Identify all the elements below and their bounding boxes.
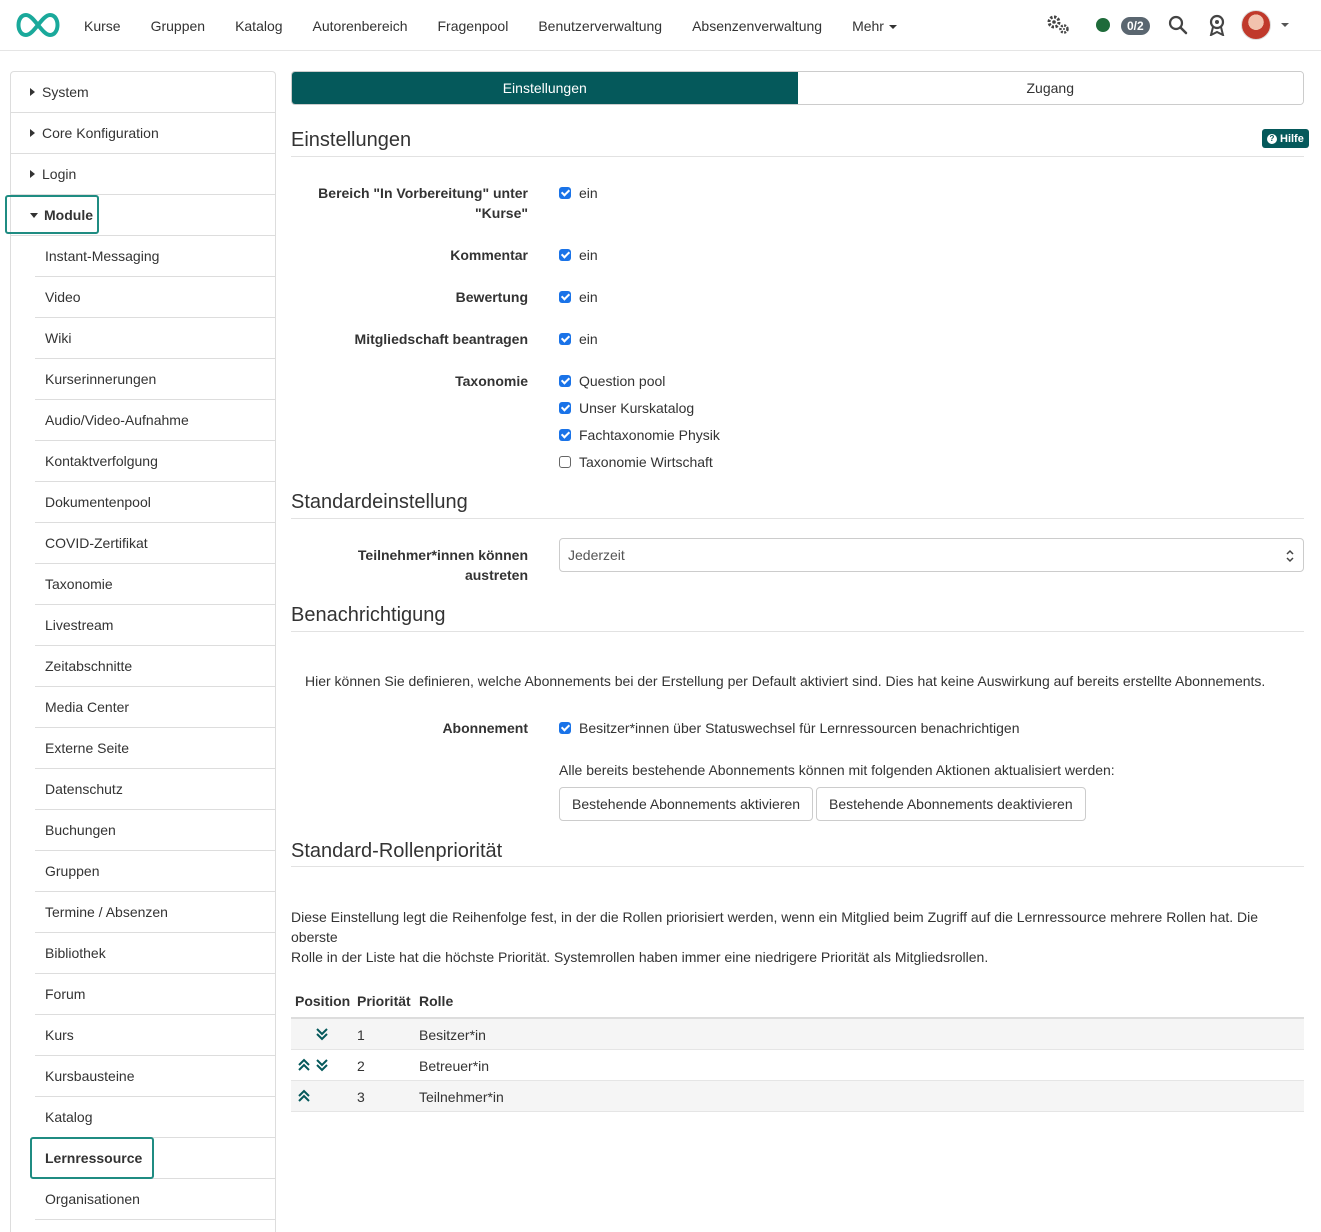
checkbox-checked-icon[interactable] — [559, 722, 571, 734]
question-icon: ? — [1267, 134, 1277, 144]
sidebar-subitem-label: Organisationen — [45, 1191, 140, 1207]
tab-bar — [291, 71, 1304, 105]
sidebar-subitem-video[interactable] — [35, 277, 275, 318]
taxonomy-option-label: Fachtaxonomie Physik — [579, 427, 720, 443]
activate-subscriptions-button[interactable]: Bestehende Abonnements aktivieren — [559, 787, 813, 821]
role-cell: Teilnehmer*in — [419, 1088, 504, 1105]
caret-down-icon — [889, 25, 897, 29]
sidebar-subitem-katalog[interactable] — [35, 1097, 275, 1138]
sidebar-subitem-datenschutz[interactable] — [35, 769, 275, 810]
table-row — [291, 1050, 1304, 1081]
sidebar-subitem-label: Media Center — [45, 699, 130, 715]
sidebar-subitem-label: Wiki — [45, 330, 72, 346]
rating-label: Bewertung — [455, 289, 528, 305]
sidebar-subitem-label: Termine / Absenzen — [45, 904, 168, 920]
role-cell: Besitzer*in — [419, 1026, 486, 1043]
sidebar-subitem-wiki[interactable] — [35, 318, 275, 359]
sidebar-item-login[interactable] — [11, 154, 275, 195]
preparation-area-checkbox[interactable] — [559, 183, 598, 203]
sidebar-subitem-zeitabschnitte[interactable] — [35, 646, 275, 687]
leave-course-value: Jederzeit — [568, 547, 625, 563]
nav-link-authoring[interactable]: Autorenbereich — [312, 17, 408, 34]
openolat-logo-icon[interactable] — [12, 11, 64, 39]
sidebar-subitem-label: COVID-Zertifikat — [45, 535, 148, 551]
checkbox-checked-icon[interactable] — [559, 375, 571, 387]
column-header-position[interactable]: Position — [295, 993, 351, 1009]
taxonomy-option-question-pool[interactable] — [559, 371, 665, 391]
role-priority-section-title: Standard-Rollenpriorität — [291, 840, 503, 862]
help-label: Hilfe — [1280, 132, 1304, 145]
leave-label-line1: Teilnehmer*innen können — [357, 547, 528, 563]
sidebar-subitem-label: Gruppen — [45, 863, 100, 879]
sidebar-subitem-kurserinnerungen[interactable] — [35, 359, 275, 400]
sidebar-subitem-bibliothek[interactable] — [35, 933, 275, 974]
membership-request-label: Mitgliedschaft beantragen — [354, 331, 528, 347]
checkbox-checked-icon[interactable] — [559, 187, 571, 199]
move-up-icon[interactable] — [297, 1089, 311, 1103]
module-highlight-frame — [5, 195, 99, 234]
checkbox-checked-icon[interactable] — [559, 333, 571, 345]
comment-label: Kommentar — [450, 247, 528, 263]
sidebar-subitem-label: Video — [45, 289, 81, 305]
notification-section-title: Benachrichtigung — [291, 604, 446, 626]
sidebar-subitem-organisationen[interactable] — [35, 1179, 275, 1220]
role-cell: Betreuer*in — [419, 1057, 490, 1074]
subscription-option-label: Besitzer*innen über Statuswechsel für Lernressourcen benachrichtigen — [579, 720, 1020, 736]
sidebar-subitem-taxonomie[interactable] — [35, 564, 275, 605]
priority-cell: 1 — [357, 1026, 365, 1043]
sidebar-subitem-label: Dokumentenpool — [45, 494, 151, 510]
caret-right-icon — [30, 170, 35, 178]
checkbox-label: ein — [579, 289, 598, 305]
subscription-checkbox[interactable] — [559, 718, 1019, 738]
taxonomy-option-economics[interactable] — [559, 452, 713, 472]
section-divider — [291, 518, 1304, 519]
sidebar-subitem-label: Livestream — [45, 617, 114, 633]
subscription-label: Abonnement — [442, 720, 528, 736]
move-down-icon[interactable] — [315, 1027, 329, 1041]
admin-sidebar — [10, 71, 276, 1232]
nav-link-user-management[interactable]: Benutzerverwaltung — [538, 17, 663, 34]
checkbox-label: ein — [579, 331, 598, 347]
caret-right-icon — [30, 129, 35, 137]
sidebar-subitem-label: Instant-Messaging — [45, 248, 160, 264]
sidebar-subitem-kurs[interactable] — [35, 1015, 275, 1056]
defaults-section-title: Standardeinstellung — [291, 491, 468, 513]
nav-link-groups[interactable]: Gruppen — [150, 17, 206, 34]
select-arrows-icon — [1285, 548, 1295, 564]
sidebar-subitem-label: Lernressource — [45, 1150, 143, 1166]
sidebar-subitem-label: Externe Seite — [45, 740, 130, 756]
settings-section-title: Einstellungen — [291, 129, 412, 151]
user-menu-caret-icon[interactable] — [1281, 23, 1289, 27]
chat-count-badge[interactable]: 0/2 — [1121, 17, 1150, 35]
column-header-role[interactable]: Rolle — [419, 993, 454, 1009]
award-icon[interactable] — [1208, 14, 1226, 36]
checkbox-label: ein — [579, 185, 598, 201]
priority-cell: 3 — [357, 1088, 365, 1105]
nav-link-catalog[interactable]: Katalog — [235, 17, 283, 34]
preparation-area-label — [318, 183, 528, 223]
lernressource-highlight-frame — [30, 1137, 154, 1179]
table-row — [291, 1019, 1304, 1050]
sidebar-subitem-instant-messaging[interactable] — [35, 236, 275, 277]
sidebar-subitem-label: Katalog — [45, 1109, 93, 1125]
nav-more-dropdown[interactable] — [852, 18, 897, 34]
sidebar-subitem-dokumentenpool[interactable] — [35, 482, 275, 523]
checkbox-checked-icon[interactable] — [559, 249, 571, 261]
sidebar-subitem-label: Forum — [45, 986, 86, 1002]
sidebar-subitem-audio-video-aufnahme[interactable] — [35, 400, 275, 441]
sidebar-item-label: Login — [42, 166, 77, 182]
section-divider — [291, 866, 1304, 867]
checkbox-label: ein — [579, 247, 598, 263]
preparation-label-line1: Bereich "In Vorbereitung" unter — [318, 185, 528, 201]
sidebar-subitem-media-center[interactable] — [35, 687, 275, 728]
caret-right-icon — [30, 88, 35, 96]
sidebar-subitem-covid-zertifikat[interactable] — [35, 523, 275, 564]
role-priority-description-line2: Rolle in der Liste hat die höchste Priorität. Systemrollen haben immer eine niedrigere Priorität als Mitgliedsrollen. — [291, 949, 989, 965]
checkbox-checked-icon[interactable] — [559, 429, 571, 441]
taxonomy-option-label: Question pool — [579, 373, 666, 389]
nav-more-label: Mehr — [852, 17, 884, 34]
move-up-icon[interactable] — [297, 1058, 311, 1072]
comment-checkbox[interactable] — [559, 245, 598, 265]
leave-course-select[interactable] — [559, 538, 1304, 572]
sidebar-subitem-kursbausteine[interactable] — [35, 1056, 275, 1097]
nav-link-absence-management[interactable]: Absenzenverwaltung — [692, 17, 823, 34]
sidebar-subitem-label: Datenschutz — [45, 781, 123, 797]
deactivate-subscriptions-button[interactable]: Bestehende Abonnements deaktivieren — [816, 787, 1086, 821]
sidebar-item-label: Core Konfiguration — [42, 125, 159, 141]
sidebar-item-label: System — [42, 84, 89, 100]
sidebar-subitem-label: Kontaktverfolgung — [45, 453, 158, 469]
leave-course-label — [358, 545, 528, 585]
priority-cell: 2 — [357, 1057, 365, 1074]
sidebar-subitem-externe-seite[interactable] — [35, 728, 275, 769]
move-down-icon[interactable] — [315, 1058, 329, 1072]
section-divider — [291, 156, 1304, 157]
sidebar-subitem-livestream[interactable] — [35, 605, 275, 646]
membership-request-checkbox[interactable] — [559, 329, 598, 349]
sidebar-subitem-label: Kursbausteine — [45, 1068, 135, 1084]
section-divider — [291, 631, 1304, 632]
sidebar-subitem-label: Bibliothek — [45, 945, 106, 961]
sidebar-subitem-label: Kurserinnerungen — [45, 371, 157, 387]
sidebar-subitem-termine-absenzen[interactable] — [35, 892, 275, 933]
role-priority-description — [291, 907, 1304, 967]
help-button[interactable] — [1262, 129, 1309, 148]
taxonomy-option-physics[interactable] — [559, 425, 720, 445]
column-header-priority[interactable]: Priorität — [357, 993, 411, 1009]
notification-description: Hier können Sie definieren, welche Abonnements bei der Erstellung per Default aktiviert sind. Dies hat keine Auswirkung auf bereits erstellte Abonnements. — [305, 673, 1266, 689]
sidebar-item-label: Module — [44, 207, 93, 223]
subscription-update-hint: Alle bereits bestehende Abonnements können mit folgenden Aktionen aktualisiert werden: — [559, 762, 1115, 778]
checkbox-checked-icon[interactable] — [559, 291, 571, 303]
sidebar-subitem-label: Kurs — [45, 1027, 74, 1043]
nav-link-courses[interactable]: Kurse — [84, 17, 121, 34]
sidebar-subitem-label: Audio/Video-Aufnahme — [45, 412, 189, 428]
tab-access[interactable]: Zugang — [798, 72, 1304, 104]
tab-settings[interactable]: Einstellungen — [292, 72, 798, 104]
sidebar-item-core-konfiguration[interactable] — [11, 113, 275, 154]
checkbox-unchecked-icon[interactable] — [559, 456, 571, 468]
top-navigation — [0, 0, 1321, 51]
sidebar-subitem-forum[interactable] — [35, 974, 275, 1015]
sidebar-subitem-label: Taxonomie — [45, 576, 113, 592]
taxonomy-option-label: Unser Kurskatalog — [579, 400, 695, 416]
taxonomy-label: Taxonomie — [455, 373, 528, 389]
sidebar-subitem-buchungen[interactable] — [35, 810, 275, 851]
online-status-icon[interactable] — [1096, 18, 1110, 32]
nav-link-question-pool[interactable]: Fragenpool — [437, 17, 509, 34]
rating-checkbox[interactable] — [559, 287, 598, 307]
main-menu — [84, 0, 927, 51]
taxonomy-option-label: Taxonomie Wirtschaft — [579, 454, 713, 470]
sidebar-subitem-label: Buchungen — [45, 822, 116, 838]
admin-gears-icon[interactable] — [1046, 14, 1070, 36]
sidebar-subitem-label: Zeitabschnitte — [45, 658, 133, 674]
leave-label-line2: austreten — [464, 567, 528, 583]
search-icon[interactable] — [1168, 15, 1188, 35]
sidebar-item-system[interactable] — [11, 72, 275, 113]
preparation-label-line2: "Kurse" — [475, 205, 528, 221]
sidebar-subitem-kontaktverfolgung[interactable] — [35, 441, 275, 482]
table-row — [291, 1081, 1304, 1112]
checkbox-checked-icon[interactable] — [559, 402, 571, 414]
role-priority-description-line1: Diese Einstellung legt die Reihenfolge fest, in der die Rollen priorisiert werden, wenn ein Mitglied beim Zugriff auf die Lernressource mehrere Rollen hat. Die oberste — [291, 909, 1259, 945]
sidebar-subitem-gruppen[interactable] — [35, 851, 275, 892]
user-avatar[interactable] — [1241, 10, 1271, 40]
taxonomy-option-course-catalog[interactable] — [559, 398, 694, 418]
